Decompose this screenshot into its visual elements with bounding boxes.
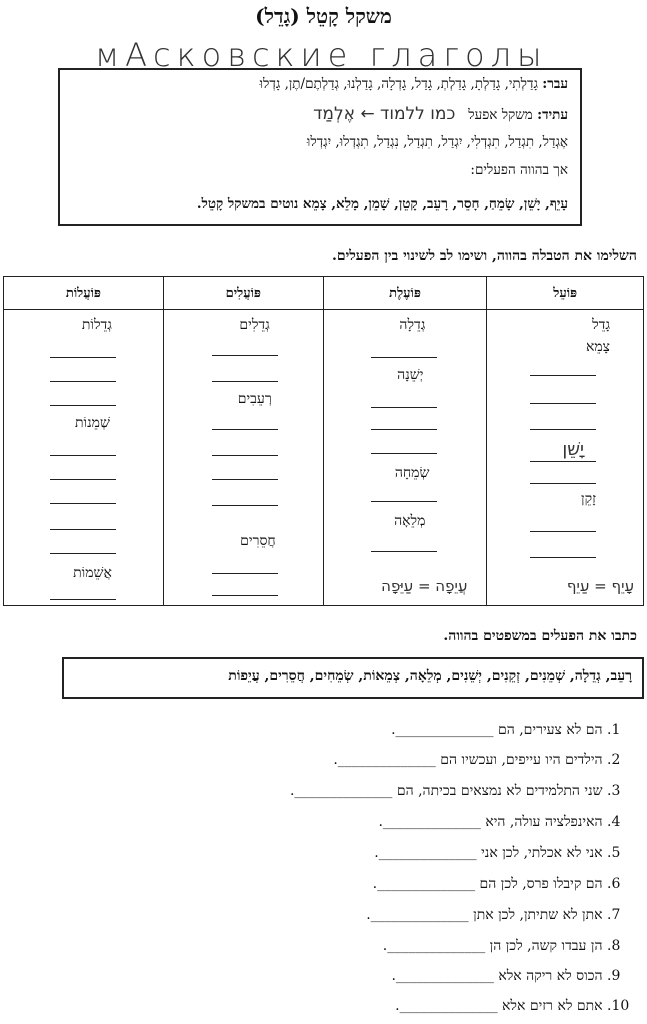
word: שְׂמֵחָה <box>394 465 430 481</box>
sentence-text[interactable]: האינפלציה עולה, היא ______________. <box>378 814 603 830</box>
answer-blank[interactable] <box>212 429 278 430</box>
sentence-number: 10. <box>607 998 630 1014</box>
table-body-row <box>4 310 644 606</box>
sentence-text[interactable]: הכוס לא ריקה אלא ______________. <box>391 968 603 984</box>
answer-blank[interactable] <box>530 461 596 462</box>
sentence-number: 3. <box>607 783 621 799</box>
present-note: אך בהווה הפעלים: <box>470 162 568 178</box>
sentences-instruction: כתבו את הפעלים במשפטים בהווה. <box>443 628 637 644</box>
past-line <box>260 76 568 92</box>
handwritten-note: мАсковские глаголы <box>95 36 548 74</box>
answer-blank[interactable] <box>50 529 116 530</box>
answer-blank[interactable] <box>212 455 278 456</box>
word-bank: רָעֵב, גְדֵלָה, שְׁמֵנִים, זְקֵנִים, יְשֵׁנִים, מְלֵאָה, צְמֵאוֹת, שְׂמֵחִים, חֲסֵרִים, עֲיֵפוֹת <box>228 668 632 684</box>
header-fem-plural: פּוֹעֲלוֹת <box>4 277 164 310</box>
future-hand-note: כמו ללמוד ← אֶלְמַד <box>313 104 456 124</box>
sentence-text[interactable]: שני התלמידים לא נמצאים בכיתה, הם ______________. <box>289 783 603 799</box>
answer-blank[interactable] <box>212 595 278 596</box>
answer-blank[interactable] <box>371 357 437 358</box>
sentence-number: 1. <box>607 722 621 738</box>
answer-blank[interactable] <box>50 503 116 504</box>
sentence-number: 2. <box>607 752 621 768</box>
word: אֲשֵׁמוֹת <box>73 565 112 581</box>
word: גְדֵלִים <box>239 317 270 333</box>
answer-blank[interactable] <box>50 455 116 456</box>
answer-blank[interactable] <box>371 407 437 408</box>
answer-blank[interactable] <box>530 429 596 430</box>
sentence-2 <box>333 752 631 769</box>
past-forms: גָדַלְתִי, גָדַלְתָ, גָדַלְתְ, גָדַל, גָדְלָה, גָדַלְנוּ, גְדַלְתֶם/תֶן, גָדְלוּ <box>259 76 538 92</box>
word: חֲסֵרִים <box>240 533 276 549</box>
future-forms: אֶגְדַל, תִגְדַל, תִגְדְלִי, יִגְדַל, תִגְדַל, נִגְדַל, תִגְדְלוּ, יִגְדְלוּ <box>306 134 568 150</box>
sentence-9 <box>391 968 631 985</box>
header-fem-sing: פּוֹעֶלֶת <box>323 277 487 310</box>
sentence-number: 4. <box>607 814 621 830</box>
word: זָקֵן <box>581 491 596 507</box>
answer-blank[interactable] <box>50 357 116 358</box>
sentence-5 <box>374 845 631 862</box>
answer-blank[interactable] <box>50 405 116 406</box>
sentence-text[interactable]: אני לא אכלתי, לכן אני ______________. <box>374 845 603 861</box>
word: גְדֵלָה <box>399 317 426 333</box>
sentence-number: 8. <box>607 938 621 954</box>
sentence-text[interactable]: הילדים היו עייפים, ועכשיו הם ______________. <box>333 752 603 768</box>
col-fem-sing <box>323 310 487 606</box>
col-fem-plural <box>4 310 164 606</box>
answer-blank[interactable] <box>530 375 596 376</box>
word-bank-box <box>62 657 644 699</box>
answer-blank[interactable] <box>530 483 596 484</box>
col-masc-plural <box>163 310 323 606</box>
table-instruction: השלימו את הטבלה בהווה, ושימו לב לשינוי בין הפעלים. <box>331 248 637 264</box>
handwritten-answer: עֲיֵפָה = עַיֵּפָה <box>381 577 468 595</box>
answer-blank[interactable] <box>212 505 278 506</box>
word: גְדֵלוֹת <box>81 317 112 333</box>
page-title: משקל קָטֵל (גָדֵל) <box>255 4 392 28</box>
sentence-4 <box>378 814 631 831</box>
answer-blank[interactable] <box>371 551 437 552</box>
past-label: עבר: <box>542 76 568 92</box>
word: מְלֵאָה <box>394 513 426 529</box>
sentence-1 <box>391 722 631 739</box>
sentence-text[interactable]: אתן לא שתיתן, לכן אתן ______________. <box>366 907 603 923</box>
future-line <box>313 104 568 124</box>
rules-box <box>58 68 582 226</box>
sentence-number: 5. <box>607 845 621 861</box>
header-masc-sing: פּוֹעֵל <box>487 277 644 310</box>
conjugation-table <box>3 276 644 606</box>
word: שְׁמֵנוֹת <box>74 415 110 431</box>
sentence-3 <box>290 783 631 800</box>
sentence-text[interactable]: הם קיבלו פרס, לכן הם ______________. <box>372 876 603 892</box>
answer-blank[interactable] <box>212 479 278 480</box>
answer-blank[interactable] <box>530 403 596 404</box>
answer-blank[interactable] <box>371 429 437 430</box>
answer-blank[interactable] <box>371 453 437 454</box>
answer-blank[interactable] <box>50 599 116 600</box>
answer-blank[interactable] <box>530 557 596 558</box>
word: יְשֵׁנָה <box>397 367 424 383</box>
future-text: משקל אפעל <box>468 107 533 123</box>
answer-blank[interactable] <box>371 501 437 502</box>
word: רְעֵבִים <box>237 391 272 407</box>
sentence-text[interactable]: הם לא צעירים, הם ______________. <box>391 722 603 738</box>
sentence-number: 9. <box>607 968 621 984</box>
handwritten-answer: עָיֵף = עַיֵף <box>566 577 634 595</box>
word: צָמֵא <box>585 339 610 355</box>
sentence-7 <box>366 907 631 924</box>
sentence-text[interactable]: הן עבדו קשה, לכן הן ______________. <box>382 938 603 954</box>
answer-blank[interactable] <box>212 381 278 382</box>
answer-blank[interactable] <box>530 531 596 532</box>
header-masc-plural: פּוֹעֲלִים <box>163 277 323 310</box>
sentence-6 <box>373 876 631 893</box>
sentence-text[interactable]: אתם לא רזים אלא ______________. <box>395 998 603 1014</box>
present-verbs: עָיֵף, יָשֵׁן, שָׂמֵחַ, חָסֵר, רָעֵב, קָטֵן, שָׁמֵן, מָלֵא, צָמֵא נוטים במשקל קָטֵל. <box>196 196 568 212</box>
answer-blank[interactable] <box>50 479 116 480</box>
sentence-number: 7. <box>607 907 621 923</box>
col-masc-sing <box>487 310 644 606</box>
answer-blank[interactable] <box>50 381 116 382</box>
sentence-8 <box>383 938 631 955</box>
answer-blank[interactable] <box>50 553 116 554</box>
answer-blank[interactable] <box>212 355 278 356</box>
sentence-number: 6. <box>607 876 621 892</box>
table-header-row <box>4 277 644 310</box>
future-label: עתיד: <box>537 107 568 123</box>
handwritten-answer: יָשֵׁן <box>562 439 584 460</box>
word: גָדֵל <box>592 317 610 333</box>
sentence-10 <box>395 998 631 1015</box>
answer-blank[interactable] <box>212 573 278 574</box>
